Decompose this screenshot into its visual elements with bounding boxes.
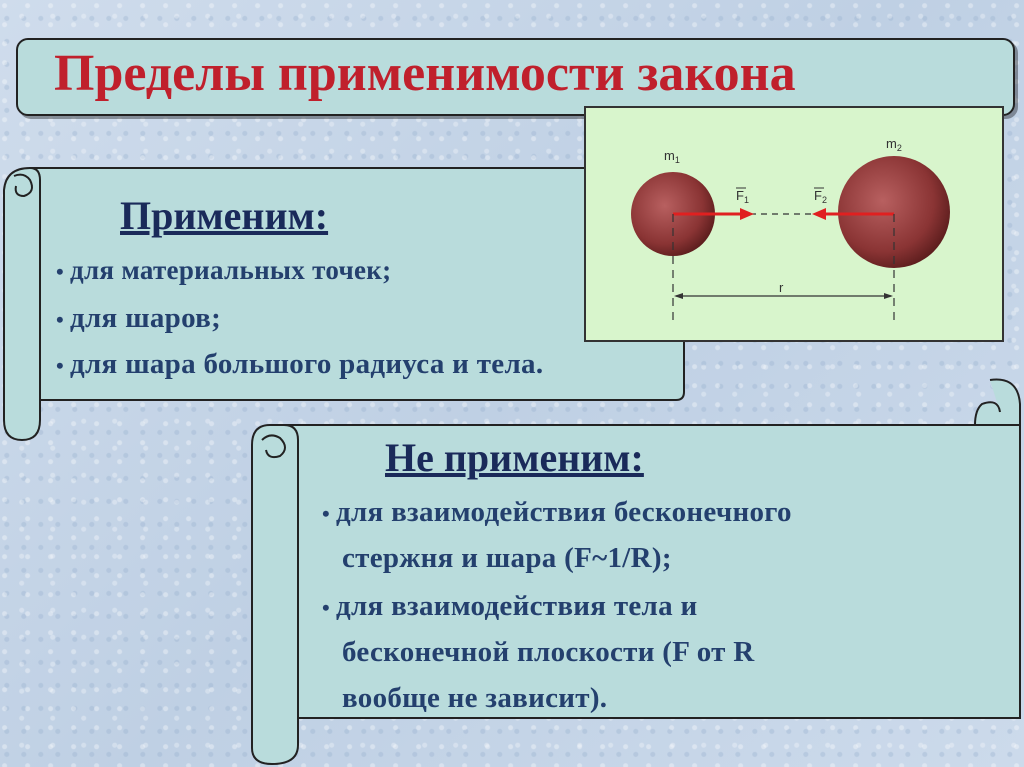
force-arrowhead-f1 <box>740 208 754 220</box>
distance-arrowhead-left <box>674 293 683 299</box>
force-arrowhead-f2 <box>812 208 826 220</box>
title-banner <box>16 38 1015 116</box>
page-title: Пределы применимости закона <box>54 45 796 102</box>
sphere-m2 <box>838 156 950 268</box>
label-f1: $F_1$ <box>736 188 749 205</box>
not-applicable-line-1: для взаимодействия бесконечного <box>336 496 792 528</box>
distance-arrowhead-right <box>884 293 893 299</box>
applicable-item-1 <box>56 255 391 286</box>
applicable-item-2 <box>56 302 221 335</box>
not-applicable-line-3: для взаимодействия тела и <box>336 590 698 622</box>
bullet: • <box>322 501 331 526</box>
bullet: • <box>56 307 65 332</box>
bullet: • <box>56 353 65 378</box>
gravity-diagram <box>584 106 1004 342</box>
applicable-item-3 <box>56 348 543 381</box>
applicable-item-2-text: для шаров; <box>70 302 222 334</box>
applicable-item-1-text: для материальных точек; <box>70 255 392 285</box>
not-applicable-line-2: стержня и шара (F~1/R); <box>342 542 672 574</box>
bullet: • <box>322 595 331 620</box>
not-applicable-heading: Не применим: <box>385 435 644 480</box>
label-r: r <box>779 280 784 295</box>
label-f2: $F_2$ <box>814 188 827 205</box>
bullet: • <box>56 259 65 284</box>
gravity-diagram-svg <box>586 108 1002 340</box>
not-applicable-line-4: бесконечной плоскости (F от R <box>342 636 755 668</box>
not-applicable-item-2 <box>322 590 697 623</box>
not-applicable-item-1 <box>322 496 792 529</box>
applicable-heading: Применим: <box>120 193 329 238</box>
label-m1: $m_1$ <box>664 148 680 165</box>
label-m2: $m_2$ <box>886 136 902 153</box>
not-applicable-line-5: вообще не зависит). <box>342 682 608 714</box>
applicable-item-3-text: для шара большого радиуса и тела. <box>70 348 544 380</box>
